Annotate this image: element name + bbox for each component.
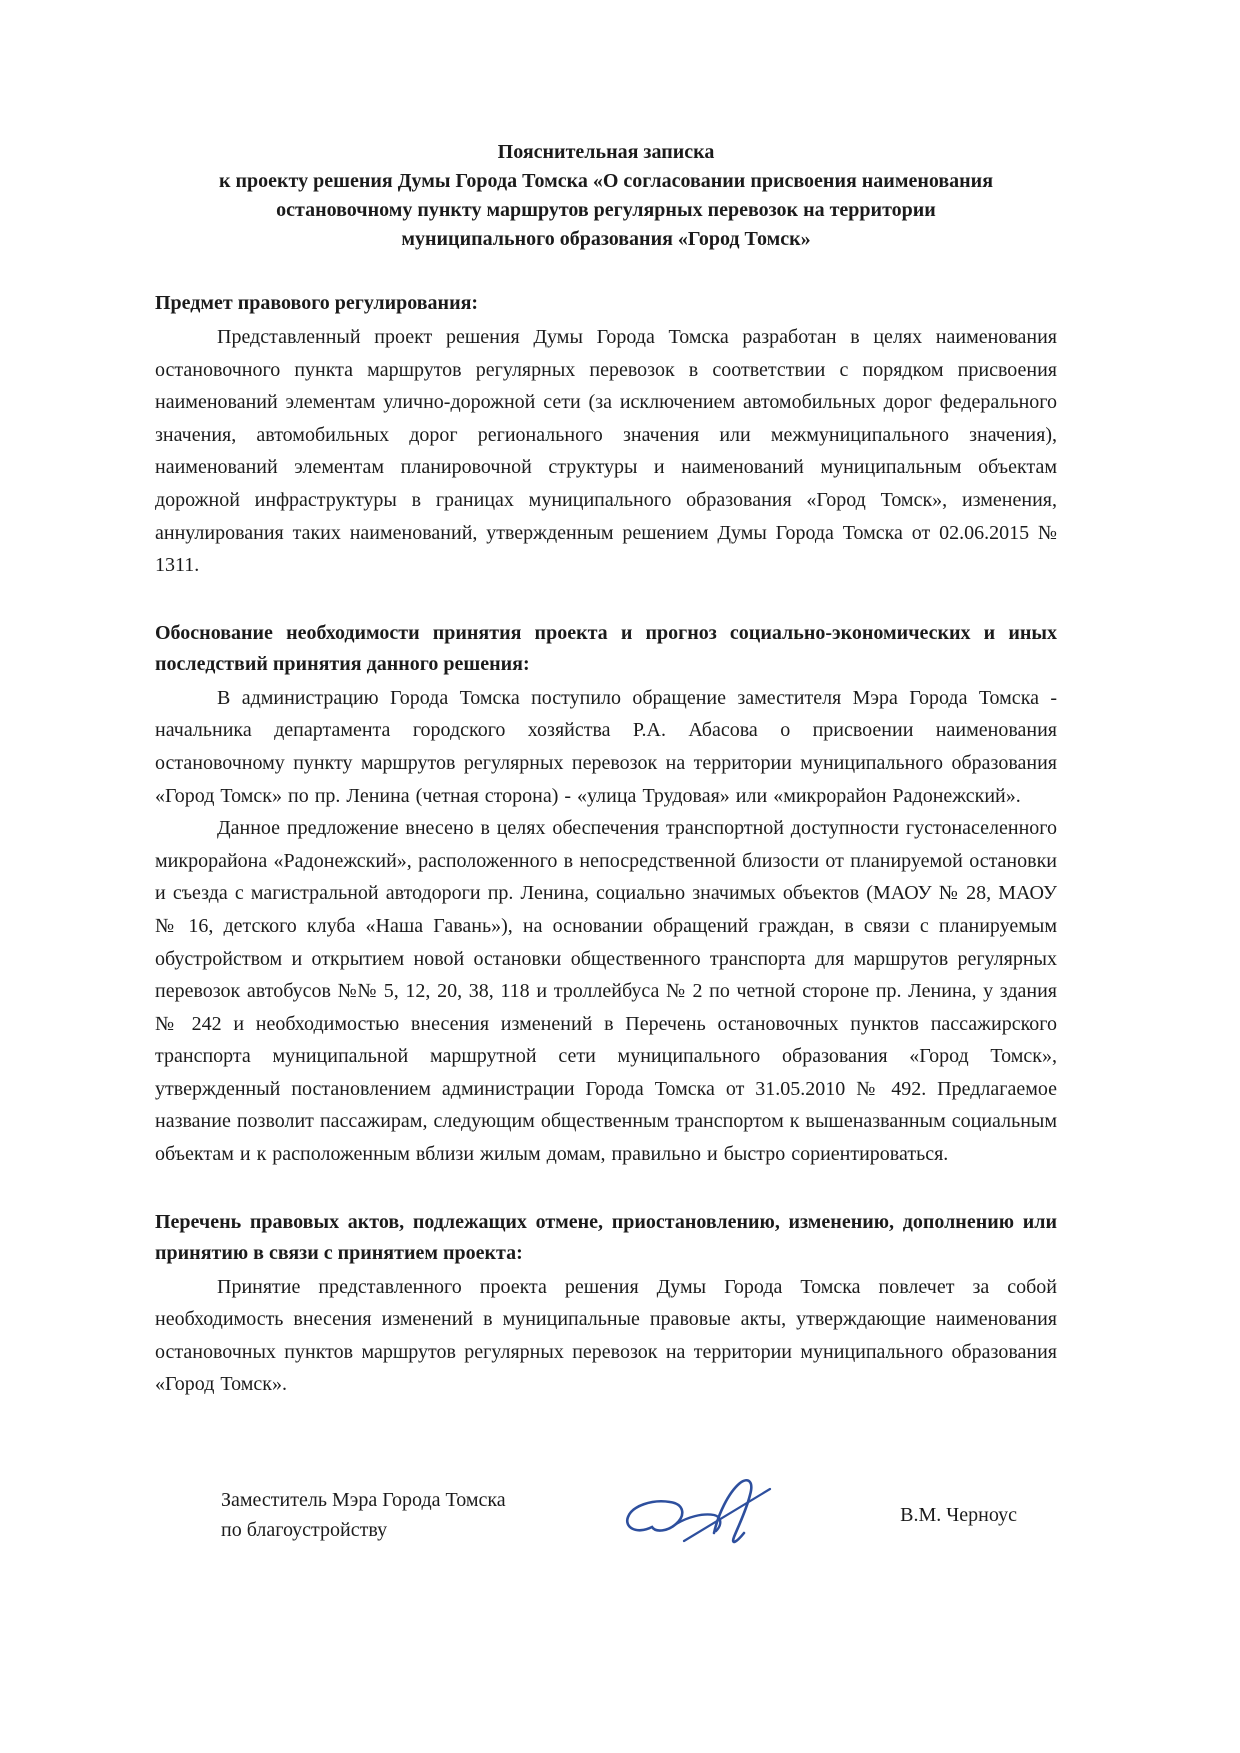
title-line-4: муниципального образования «Город Томск» <box>401 228 811 250</box>
paragraph: Данное предложение внесено в целях обеспечения транспортной доступности густонаселенного микрорайона «Радонежский», расположенного в непосредственной близости от планируемой остановки и съезда с магистральной автодороги пр. Ленина, социально значимых объектов (МАОУ № 28, МАОУ № 16, детского клуба «Наша Гавань»), на основании обращений граждан, в связи с планируемым обустройством и открытием новой остановки общественного транспорта для маршрутов регулярных перевозок автобусов №№ 5, 12, 20, 38, 118 и троллейбуса № 2 по четной стороне пр. Ленина, у здания № 242 и необходимостью внесения изменений в Перечень остановочных пунктов пассажирского транспорта муниципальной маршрутной сети муниципального образования «Город Томск», утвержденный постановлением администрации Города Томска от 31.05.2010 № 492. Предлагаемое название позволит пассажирам, следующим общественным транспортом к вышеназванным социальным объектам и к расположенным вблизи жилым домам, правильно и быстро сориентироваться. <box>155 817 1057 1166</box>
paragraph: Представленный проект решения Думы Города Томска разработан в целях наименования остановочного пункта маршрутов регулярных перевозок в соответствии с порядком присвоения наименований элементам улично-дорожной сети (за исключением автомобильных дорог федерального значения, автомобильных дорог регионального значения или межмуниципального значения), наименований элементам планировочной структуры и наименований муниципальным объектам дорожной инфраструктуры в границах муниципального образования «Город Томск», изменения, аннулирования таких наименований, утвержденным решением Думы Города Томска от 02.06.2015 № 1311. <box>155 326 1057 577</box>
title-line-2: к проекту решения Думы Города Томска «О согласовании присвоения наименования <box>218 170 994 192</box>
section-subject-of-regulation <box>155 288 1057 582</box>
signer-name: В.М. Черноус <box>900 1503 1017 1526</box>
section-justification <box>155 618 1057 1171</box>
section-heading: Предмет правового регулирования: <box>155 292 479 314</box>
title-line-1: Пояснительная записка <box>497 141 715 163</box>
title-line-3: остановочному пункту маршрутов регулярных перевозок на территории <box>276 199 936 221</box>
section-heading: Обоснование необходимости принятия проекта и прогноз социально-экономических и иных последствий принятия данного решения: <box>155 621 1057 675</box>
paragraph: В администрацию Города Томска поступило обращение заместителя Мэра Города Томска - начальника департамента городского хозяйства Р.А. Абасова о присвоении наименования остановочному пункту маршрутов регулярных перевозок на территории муниципального образования «Город Томск» по пр. Ленина (четная сторона) - «улица Трудовая» или «микрорайон Радонежский». <box>155 686 1057 807</box>
paragraph: Принятие представленного проекта решения Думы Города Томска повлечет за собой необходимость внесения изменений в муниципальные правовые акты, утверждающие наименования остановочных пунктов маршрутов регулярных перевозок на территории муниципального образования «Город Томск». <box>155 1275 1057 1396</box>
signature-scribble-icon <box>618 1475 788 1555</box>
document-title <box>155 138 1057 254</box>
signer-position <box>221 1485 506 1545</box>
section-heading: Перечень правовых актов, подлежащих отмене, приостановлению, изменению, дополнению или принятию в связи с принятием проекта: <box>155 1210 1057 1264</box>
signer-position-line-1: Заместитель Мэра Города Томска <box>221 1489 506 1512</box>
handwritten-signature <box>506 1475 901 1555</box>
section-list-of-legal-acts <box>155 1207 1057 1401</box>
signature-block <box>155 1475 1057 1555</box>
signer-position-line-2: по благоустройству <box>221 1519 388 1542</box>
